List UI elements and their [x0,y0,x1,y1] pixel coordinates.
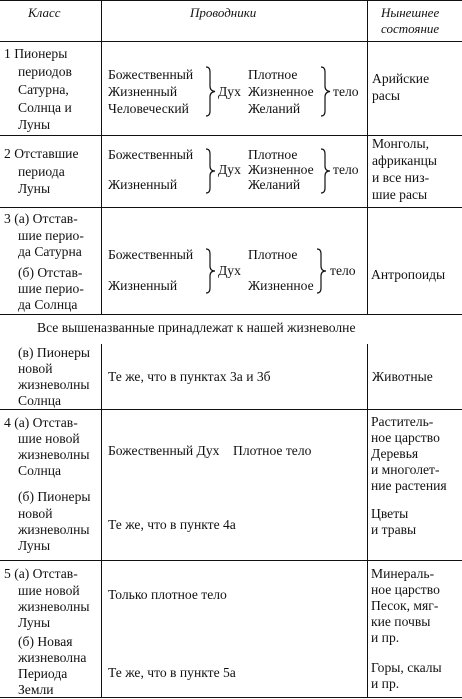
carrier-left: Жизненный [108,177,178,192]
class-line: Луны [18,181,51,196]
class-line: 3 (а) Отстав- [4,211,78,226]
state-line: Животные [372,369,433,384]
state-line: Минераль- [371,566,435,581]
class-line: 5 (а) Отстав- [4,566,78,581]
carrier-end: тело [330,263,356,278]
class-line: шие перио- [18,228,84,243]
class-line: Солнца и [18,100,72,115]
carrier-right: Плотное [248,147,298,162]
right-brace-icon [205,248,217,294]
state-line: Песок, мяг- [371,598,439,613]
class-line: (б) Пионеры [18,489,91,504]
right-brace-icon [205,148,217,194]
class-line: Земли [18,682,54,697]
column-divider [101,344,102,698]
class-line: Периода [18,666,68,681]
state-line: и травы [371,522,417,537]
carrier-middle: Дух [218,263,241,278]
class-line: периодов [18,64,72,79]
carrier-left: Божественный [108,147,194,162]
column-divider [367,0,368,314]
carrier-right: Желаний [248,101,301,116]
carrier-left: Человеческий [108,101,189,116]
class-line: новой [18,506,53,521]
rule [0,207,462,208]
carrier-right: Плотное [248,67,298,82]
class-line: жизневолны [18,522,90,537]
state-line: расы [372,88,400,103]
carriers-text: Божественный Дух Плотное тело [108,443,312,458]
class-line: новой [18,361,53,376]
rule [0,560,462,561]
carriers-text: Только плотное тело [108,587,227,602]
carrier-right: Желаний [248,177,301,192]
class-line: Сатурна, [18,82,69,97]
class-line: Луны [18,538,51,553]
carrier-left: Божественный [108,247,194,262]
state-line: и все низ- [372,170,430,185]
rule [0,697,462,698]
carriers-text: Те же, что в пунктах 3а и 3б [108,369,271,384]
state-line: Горы, скалы [371,660,442,675]
class-line: жизневолны [18,377,90,392]
header-class: Класс [28,5,61,20]
class-line: Луны [18,117,51,132]
rule [0,0,462,1]
class-line: Солнца [18,463,62,478]
right-brace-icon [205,66,217,117]
carrier-left: Жизненный [108,84,178,99]
rule [0,41,462,42]
class-line: жизневолны [18,447,90,462]
class-line: периода [18,164,65,179]
class-line: (в) Пионеры [18,345,90,360]
class-line: (б) Отстав- [18,265,83,280]
class-line: да Сатурна [18,244,82,259]
state-line: Деревья [371,446,419,461]
class-line: шие новой [18,583,80,598]
state-line: и пр. [371,630,400,645]
class-line: Солнца [18,393,62,408]
state-line: африканцы [372,153,438,168]
carriers-text: Те же, что в пункте 4а [108,517,236,532]
carrier-right: Плотное [248,247,298,262]
class-line: (б) Новая [18,634,73,649]
carrier-right: Жизненное [248,278,314,293]
class-line: Луны [18,615,51,630]
state-line: ное царство [371,582,440,597]
state-line: и многолет- [371,462,440,477]
class-line: жизневолны [18,599,90,614]
right-brace-icon [316,248,328,294]
class-line: 1 Пионеры [4,46,68,61]
carrier-right: Жизненное [248,162,314,177]
column-divider [101,0,102,314]
right-brace-icon [320,148,332,194]
carrier-left: Жизненный [108,278,178,293]
state-line: Цветы [371,506,409,521]
carriers-text: Те же, что в пункте 5а [108,665,236,680]
state-line: Монголы, [372,136,429,151]
class-line: шие перио- [18,281,84,296]
column-divider [367,344,368,698]
state-line: Раститель- [371,414,434,429]
rule [0,314,462,315]
state-line: ное царство [371,430,440,445]
right-brace-icon [320,66,332,117]
table-note: Все вышеназванные принадлежат к нашей жизневолне [37,320,356,335]
state-line: ние растения [371,478,447,493]
header-carriers: Проводники [190,5,257,20]
class-line: шие новой [18,431,80,446]
state-line: Арийские [372,71,430,86]
carrier-middle: Дух [218,162,241,177]
class-line: жизневолна [18,650,87,665]
state-line: и пр. [371,676,400,691]
carrier-right: Жизненное [248,84,314,99]
carrier-left: Божественный [108,67,194,82]
class-line: да Солнца [18,297,78,312]
carrier-end: тело [333,84,359,99]
header-state: Нынешнее [381,5,440,20]
carrier-end: тело [333,162,359,177]
class-line: 4 (а) Отстав- [4,415,78,430]
header-state-2: состояние [381,21,440,36]
rule [0,409,462,410]
state-line: кие почвы [371,614,431,629]
class-line: 2 Отставшие [4,146,79,161]
state-line: Антропоиды [371,267,446,282]
state-line: шие расы [372,187,428,202]
carrier-middle: Дух [218,84,241,99]
